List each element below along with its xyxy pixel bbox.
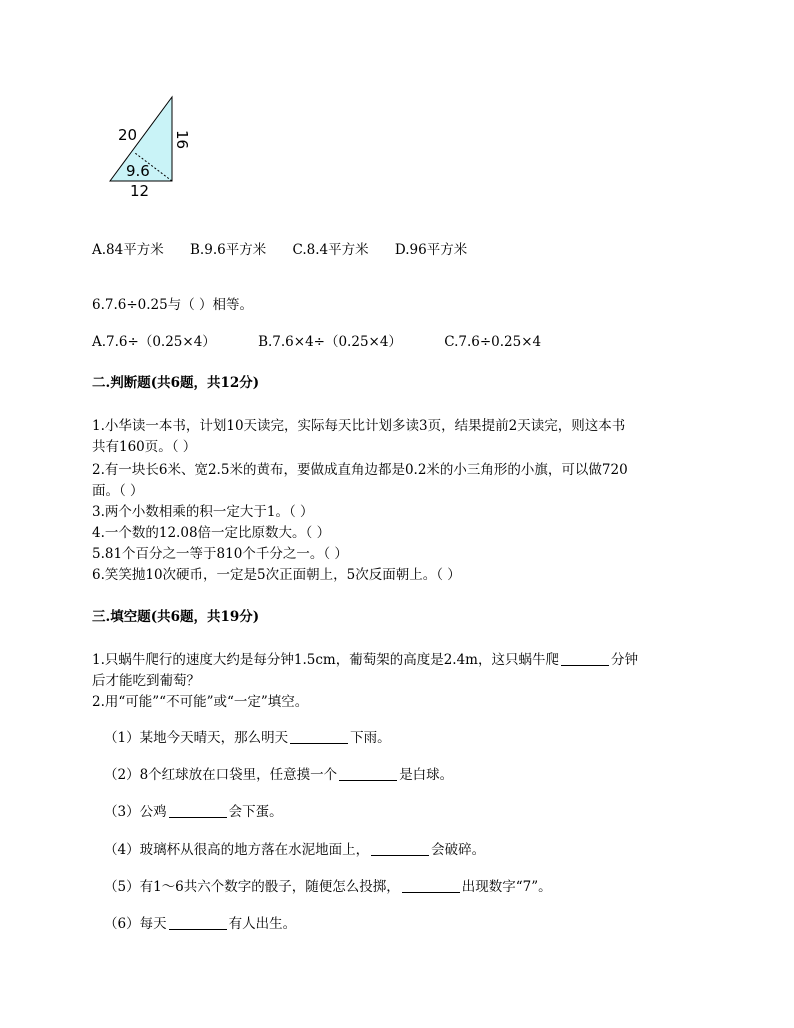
sub3-blank[interactable] <box>169 803 227 818</box>
judge-item-3: 3.两个小数相乘的积一定大于1。（ ） <box>92 504 314 520</box>
label-height: 16 <box>173 130 191 150</box>
q6-option-c[interactable]: C.7.6÷0.25×4 <box>444 334 542 350</box>
fill-q2-sub5 <box>104 878 552 896</box>
q5-option-a[interactable]: A.84平方米 <box>92 242 164 258</box>
judge-item-1b: 共有160页。（ ） <box>92 439 197 455</box>
judge-item-4: 4.一个数的12.08倍一定比原数大。（ ） <box>92 525 331 541</box>
sub1-tail: 下雨。 <box>350 730 391 746</box>
judge-item-6: 6.笑笑抛10次硬币，一定是5次正面朝上，5次反面朝上。（ ） <box>92 567 461 583</box>
fill-q2-sub3 <box>104 803 283 821</box>
sub2-text: （2）8个红球放在口袋里，任意摸一个 <box>104 767 338 783</box>
sub3-text: （3）公鸡 <box>104 804 167 820</box>
judge-item-5: 5.81个百分之一等于810个千分之一。（ ） <box>92 546 348 562</box>
label-base: 12 <box>130 182 150 200</box>
q6-option-b[interactable]: B.7.6×4÷（0.25×4） <box>258 334 402 350</box>
fill-q2-sub1 <box>104 729 391 747</box>
sub1-text: （1）某地今天晴天，那么明天 <box>104 730 289 746</box>
judge-item-2b: 面。（ ） <box>92 483 144 499</box>
fill-q1-text: 1.只蜗牛爬行的速度大约是每分钟1.5cm，葡萄架的高度是2.4m，这只蜗牛爬 <box>92 652 559 668</box>
fill-q2-sub6 <box>104 915 296 933</box>
fill-q1-line2: 后才能吃到葡萄？ <box>92 673 200 689</box>
q5-option-c[interactable]: C.8.4平方米 <box>292 242 369 258</box>
section3-title: 三.填空题(共6题，共19分) <box>92 609 260 625</box>
fill-q2-sub4 <box>104 841 485 859</box>
sub6-text: （6）每天 <box>104 916 167 932</box>
section2-title: 二.判断题(共6题，共12分) <box>92 375 260 391</box>
sub4-text: （4）玻璃杯从很高的地方落在水泥地面上， <box>104 842 370 858</box>
sub5-text: （5）有1～6共六个数字的骰子，随便怎么投掷， <box>104 879 400 895</box>
fill-q1-line1 <box>92 651 638 669</box>
label-altitude: 9.6 <box>126 162 150 180</box>
label-hypotenuse: 20 <box>118 126 138 144</box>
sub1-blank[interactable] <box>290 729 348 744</box>
judge-item-2a: 2.有一块长6米、宽2.5米的黄布，要做成直角边都是0.2米的小三角形的小旗，可以做720 <box>92 462 628 478</box>
sub4-tail: 会破碎。 <box>431 842 486 858</box>
sub5-tail: 出现数字“7”。 <box>461 879 552 895</box>
q6-options <box>92 333 541 351</box>
q5-option-d[interactable]: D.96平方米 <box>394 242 468 258</box>
triangle-diagram <box>104 92 200 202</box>
sub6-blank[interactable] <box>169 915 227 930</box>
fill-q2-stem: 2.用“可能”“不可能”或“一定”填空。 <box>92 694 309 710</box>
sub5-blank[interactable] <box>402 878 460 893</box>
q6-stem: 6.7.6÷0.25与（ ）相等。 <box>92 297 254 313</box>
fill-q2-sub2 <box>104 766 453 784</box>
q6-option-a[interactable]: A.7.6÷（0.25×4） <box>92 334 216 350</box>
sub4-blank[interactable] <box>371 841 429 856</box>
sub3-tail: 会下蛋。 <box>228 804 283 820</box>
q5-options <box>92 241 467 259</box>
sub2-blank[interactable] <box>339 766 397 781</box>
sub2-tail: 是白球。 <box>399 767 454 783</box>
q5-option-b[interactable]: B.9.6平方米 <box>190 242 267 258</box>
fill-q1-unit: 分钟 <box>610 652 638 668</box>
right-triangle-figure <box>104 92 200 202</box>
judge-item-1a: 1.小华读一本书，计划10天读完，实际每天比计划多读3页，结果提前2天读完，则这本书 <box>92 418 626 434</box>
sub6-tail: 有人出生。 <box>228 916 297 932</box>
fill-q1-blank[interactable] <box>561 651 609 666</box>
